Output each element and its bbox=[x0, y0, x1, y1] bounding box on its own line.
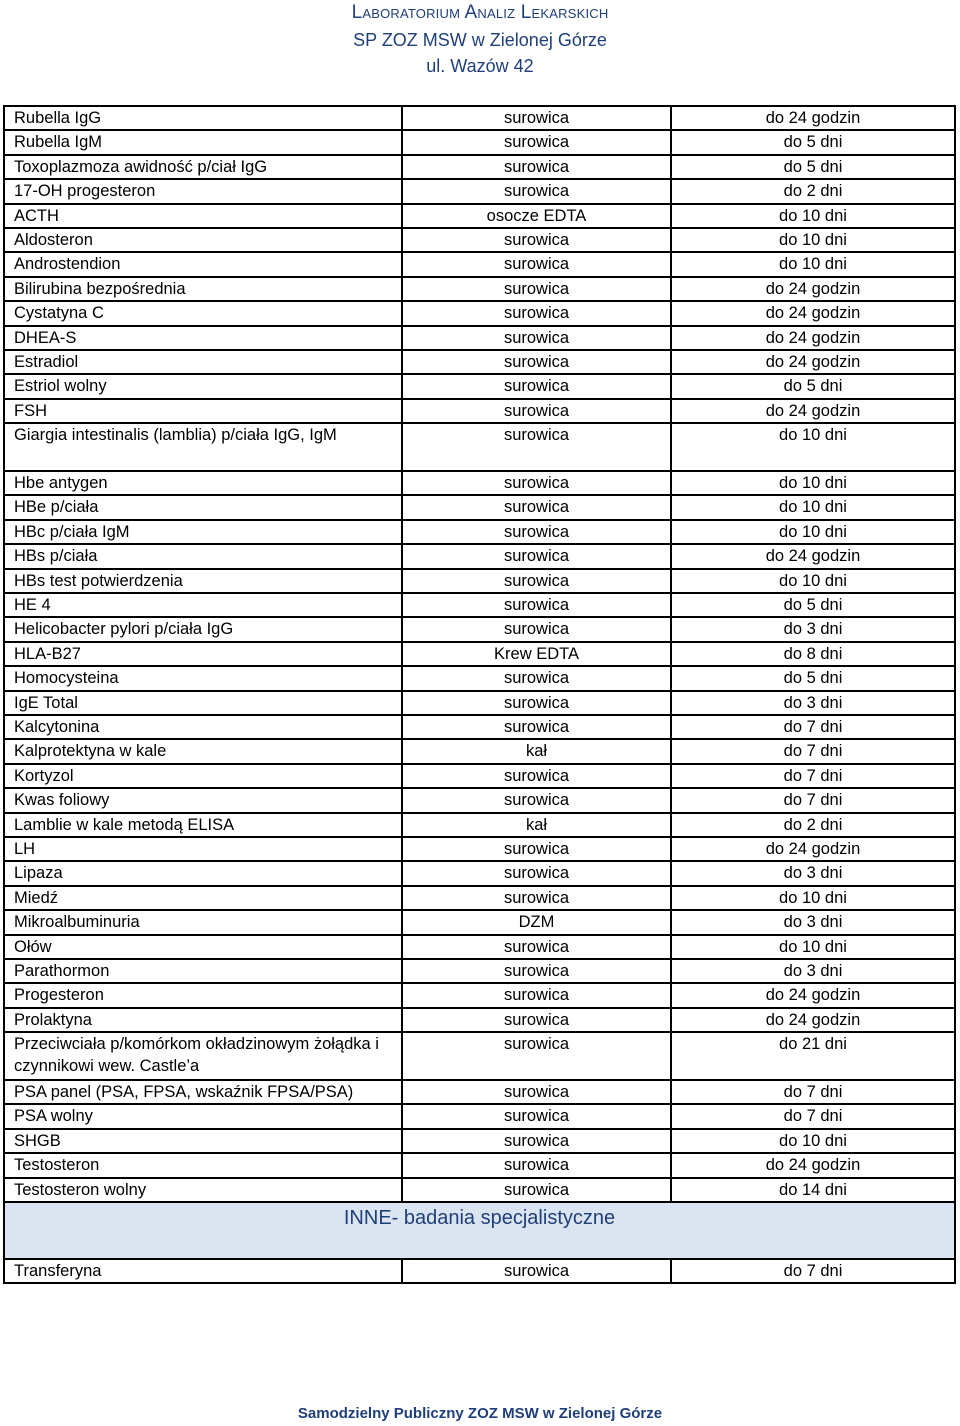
material-cell: surowica bbox=[402, 495, 671, 519]
turnaround-time-cell: do 7 dni bbox=[671, 715, 955, 739]
turnaround-time-cell: do 10 dni bbox=[671, 935, 955, 959]
turnaround-time-cell: do 24 godzin bbox=[671, 277, 955, 301]
turnaround-time-cell: do 7 dni bbox=[671, 1259, 955, 1283]
turnaround-time-cell: do 5 dni bbox=[671, 130, 955, 154]
material-cell: surowica bbox=[402, 666, 671, 690]
table-row bbox=[4, 228, 955, 252]
material-cell: surowica bbox=[402, 350, 671, 374]
test-name-cell: SHGB bbox=[4, 1129, 402, 1153]
test-name-cell: Bilirubina bezpośrednia bbox=[4, 277, 402, 301]
material-cell: surowica bbox=[402, 301, 671, 325]
material-cell: surowica bbox=[402, 935, 671, 959]
table-row bbox=[4, 350, 955, 374]
material-cell: surowica bbox=[402, 886, 671, 910]
material-cell: surowica bbox=[402, 399, 671, 423]
test-name-cell: Estriol wolny bbox=[4, 374, 402, 398]
material-cell: surowica bbox=[402, 788, 671, 812]
material-cell: surowica bbox=[402, 1008, 671, 1032]
material-cell: surowica bbox=[402, 617, 671, 641]
turnaround-time-cell: do 10 dni bbox=[671, 423, 955, 471]
material-cell: Krew EDTA bbox=[402, 642, 671, 666]
section-heading-row bbox=[4, 1202, 955, 1259]
test-name-cell: Toxoplazmoza awidność p/ciał IgG bbox=[4, 155, 402, 179]
table-row bbox=[4, 715, 955, 739]
table-row bbox=[4, 1080, 955, 1104]
test-name-cell: Androstendion bbox=[4, 252, 402, 276]
table-row bbox=[4, 1104, 955, 1128]
material-cell: DZM bbox=[402, 910, 671, 934]
test-name-cell: Lamblie w kale metodą ELISA bbox=[4, 813, 402, 837]
turnaround-time-cell: do 3 dni bbox=[671, 617, 955, 641]
turnaround-time-cell: do 3 dni bbox=[671, 691, 955, 715]
table-row bbox=[4, 374, 955, 398]
table-row bbox=[4, 544, 955, 568]
test-name-cell: Rubella IgG bbox=[4, 106, 402, 130]
material-cell: surowica bbox=[402, 959, 671, 983]
table-row bbox=[4, 106, 955, 130]
material-cell: surowica bbox=[402, 861, 671, 885]
test-name-cell: Kalprotektyna w kale bbox=[4, 739, 402, 763]
turnaround-time-cell: do 24 godzin bbox=[671, 326, 955, 350]
turnaround-time-cell: do 2 dni bbox=[671, 179, 955, 203]
material-cell: surowica bbox=[402, 1104, 671, 1128]
table-row bbox=[4, 179, 955, 203]
table-row bbox=[4, 471, 955, 495]
table-row bbox=[4, 691, 955, 715]
turnaround-time-cell: do 7 dni bbox=[671, 1080, 955, 1104]
test-name-cell: Aldosteron bbox=[4, 228, 402, 252]
turnaround-time-cell: do 24 godzin bbox=[671, 301, 955, 325]
table-row bbox=[4, 326, 955, 350]
material-cell: surowica bbox=[402, 983, 671, 1007]
turnaround-time-cell: do 7 dni bbox=[671, 1104, 955, 1128]
table-row bbox=[4, 764, 955, 788]
material-cell: surowica bbox=[402, 1080, 671, 1104]
test-name-cell: HE 4 bbox=[4, 593, 402, 617]
test-name-cell: FSH bbox=[4, 399, 402, 423]
table-row bbox=[4, 1178, 955, 1202]
table-row bbox=[4, 837, 955, 861]
table-row bbox=[4, 520, 955, 544]
turnaround-time-cell: do 7 dni bbox=[671, 739, 955, 763]
test-name-cell: Homocysteina bbox=[4, 666, 402, 690]
test-name-cell: Helicobacter pylori p/ciała IgG bbox=[4, 617, 402, 641]
test-name-cell: PSA wolny bbox=[4, 1104, 402, 1128]
material-cell: surowica bbox=[402, 252, 671, 276]
test-name-cell: Testosteron bbox=[4, 1153, 402, 1177]
table-row bbox=[4, 886, 955, 910]
turnaround-time-cell: do 8 dni bbox=[671, 642, 955, 666]
material-cell: surowica bbox=[402, 520, 671, 544]
section-heading: INNE- badania specjalistyczne bbox=[4, 1202, 955, 1259]
test-name-cell: LH bbox=[4, 837, 402, 861]
institution-name: SP ZOZ MSW w Zielonej Górze bbox=[353, 30, 607, 50]
turnaround-time-cell: do 10 dni bbox=[671, 520, 955, 544]
turnaround-time-cell: do 24 godzin bbox=[671, 399, 955, 423]
test-name-cell: HBe p/ciała bbox=[4, 495, 402, 519]
test-name-cell: Rubella IgM bbox=[4, 130, 402, 154]
test-name-cell: PSA panel (PSA, FPSA, wskaźnik FPSA/PSA) bbox=[4, 1080, 402, 1104]
turnaround-time-cell: do 7 dni bbox=[671, 764, 955, 788]
table-row bbox=[4, 252, 955, 276]
test-name-cell: Prolaktyna bbox=[4, 1008, 402, 1032]
turnaround-time-cell: do 21 dni bbox=[671, 1032, 955, 1080]
test-name-cell: Lipaza bbox=[4, 861, 402, 885]
material-cell: surowica bbox=[402, 1178, 671, 1202]
table-row bbox=[4, 495, 955, 519]
table-row bbox=[4, 1259, 955, 1283]
test-name-cell: ACTH bbox=[4, 204, 402, 228]
turnaround-time-cell: do 24 godzin bbox=[671, 544, 955, 568]
material-cell: osocze EDTA bbox=[402, 204, 671, 228]
material-cell: surowica bbox=[402, 326, 671, 350]
test-name-cell: HBs test potwierdzenia bbox=[4, 569, 402, 593]
turnaround-time-cell: do 10 dni bbox=[671, 1129, 955, 1153]
test-name-cell: 17-OH progesteron bbox=[4, 179, 402, 203]
material-cell: surowica bbox=[402, 277, 671, 301]
table-row bbox=[4, 1129, 955, 1153]
test-name-cell: Kwas foliowy bbox=[4, 788, 402, 812]
tests-table-body bbox=[4, 106, 955, 1283]
test-name-cell: HBs p/ciała bbox=[4, 544, 402, 568]
turnaround-time-cell: do 24 godzin bbox=[671, 1008, 955, 1032]
test-name-cell: HBc p/ciała IgM bbox=[4, 520, 402, 544]
material-cell: surowica bbox=[402, 1032, 671, 1080]
material-cell: surowica bbox=[402, 471, 671, 495]
test-name-cell: Progesteron bbox=[4, 983, 402, 1007]
table-row bbox=[4, 277, 955, 301]
turnaround-time-cell: do 24 godzin bbox=[671, 106, 955, 130]
material-cell: kał bbox=[402, 739, 671, 763]
material-cell: surowica bbox=[402, 1129, 671, 1153]
material-cell: surowica bbox=[402, 179, 671, 203]
turnaround-time-cell: do 10 dni bbox=[671, 569, 955, 593]
address: ul. Wazów 42 bbox=[426, 56, 534, 76]
table-row bbox=[4, 983, 955, 1007]
material-cell: kał bbox=[402, 813, 671, 837]
table-row bbox=[4, 1153, 955, 1177]
test-name-cell: Hbe antygen bbox=[4, 471, 402, 495]
material-cell: surowica bbox=[402, 1153, 671, 1177]
test-name-cell: Transferyna bbox=[4, 1259, 402, 1283]
table-row bbox=[4, 642, 955, 666]
test-name-cell: DHEA-S bbox=[4, 326, 402, 350]
test-name-cell: Giargia intestinalis (lamblia) p/ciała IgG, IgM bbox=[4, 423, 402, 471]
turnaround-time-cell: do 24 godzin bbox=[671, 983, 955, 1007]
turnaround-time-cell: do 14 dni bbox=[671, 1178, 955, 1202]
turnaround-time-cell: do 3 dni bbox=[671, 959, 955, 983]
material-cell: surowica bbox=[402, 130, 671, 154]
turnaround-time-cell: do 24 godzin bbox=[671, 837, 955, 861]
table-row bbox=[4, 666, 955, 690]
material-cell: surowica bbox=[402, 423, 671, 471]
turnaround-time-cell: do 24 godzin bbox=[671, 1153, 955, 1177]
table-row bbox=[4, 155, 955, 179]
turnaround-time-cell: do 7 dni bbox=[671, 788, 955, 812]
table-row bbox=[4, 739, 955, 763]
material-cell: surowica bbox=[402, 155, 671, 179]
table-row bbox=[4, 959, 955, 983]
table-row bbox=[4, 788, 955, 812]
lab-name: Laboratorium Analiz Lekarskich bbox=[351, 2, 609, 23]
table-row bbox=[4, 399, 955, 423]
test-name-cell: IgE Total bbox=[4, 691, 402, 715]
test-name-cell: Parathormon bbox=[4, 959, 402, 983]
test-name-cell: Cystatyna C bbox=[4, 301, 402, 325]
turnaround-time-cell: do 10 dni bbox=[671, 471, 955, 495]
material-cell: surowica bbox=[402, 569, 671, 593]
turnaround-time-cell: do 10 dni bbox=[671, 886, 955, 910]
footer-text: Samodzielny Publiczny ZOZ MSW w Zielonej Górze bbox=[297, 1405, 663, 1422]
table-row bbox=[4, 861, 955, 885]
material-cell: surowica bbox=[402, 837, 671, 861]
table-row bbox=[4, 1032, 955, 1080]
turnaround-time-cell: do 10 dni bbox=[671, 495, 955, 519]
material-cell: surowica bbox=[402, 691, 671, 715]
table-row bbox=[4, 617, 955, 641]
table-row bbox=[4, 593, 955, 617]
table-row bbox=[4, 423, 955, 471]
turnaround-time-cell: do 5 dni bbox=[671, 155, 955, 179]
table-row bbox=[4, 1008, 955, 1032]
table-row bbox=[4, 813, 955, 837]
table-row bbox=[4, 569, 955, 593]
table-row bbox=[4, 130, 955, 154]
test-name-cell: Mikroalbuminuria bbox=[4, 910, 402, 934]
turnaround-time-cell: do 5 dni bbox=[671, 593, 955, 617]
table-row bbox=[4, 301, 955, 325]
table-row bbox=[4, 910, 955, 934]
test-name-cell: Testosteron wolny bbox=[4, 1178, 402, 1202]
material-cell: surowica bbox=[402, 1259, 671, 1283]
turnaround-time-cell: do 5 dni bbox=[671, 666, 955, 690]
turnaround-time-cell: do 2 dni bbox=[671, 813, 955, 837]
material-cell: surowica bbox=[402, 593, 671, 617]
test-name-cell: Ołów bbox=[4, 935, 402, 959]
material-cell: surowica bbox=[402, 374, 671, 398]
test-name-cell: Miedź bbox=[4, 886, 402, 910]
material-cell: surowica bbox=[402, 228, 671, 252]
turnaround-time-cell: do 10 dni bbox=[671, 204, 955, 228]
tests-table bbox=[3, 105, 956, 1284]
test-name-cell: Estradiol bbox=[4, 350, 402, 374]
turnaround-time-cell: do 10 dni bbox=[671, 252, 955, 276]
material-cell: surowica bbox=[402, 715, 671, 739]
material-cell: surowica bbox=[402, 106, 671, 130]
test-name-cell: Kalcytonina bbox=[4, 715, 402, 739]
test-name-cell: Kortyzol bbox=[4, 764, 402, 788]
table-row bbox=[4, 935, 955, 959]
turnaround-time-cell: do 5 dni bbox=[671, 374, 955, 398]
test-name-cell: HLA-B27 bbox=[4, 642, 402, 666]
turnaround-time-cell: do 10 dni bbox=[671, 228, 955, 252]
turnaround-time-cell: do 3 dni bbox=[671, 910, 955, 934]
table-row bbox=[4, 204, 955, 228]
turnaround-time-cell: do 3 dni bbox=[671, 861, 955, 885]
turnaround-time-cell: do 24 godzin bbox=[671, 350, 955, 374]
material-cell: surowica bbox=[402, 764, 671, 788]
test-name-cell: Przeciwciała p/komórkom okładzinowym żołądka i czynnikowi wew. Castle’a bbox=[4, 1032, 402, 1080]
material-cell: surowica bbox=[402, 544, 671, 568]
